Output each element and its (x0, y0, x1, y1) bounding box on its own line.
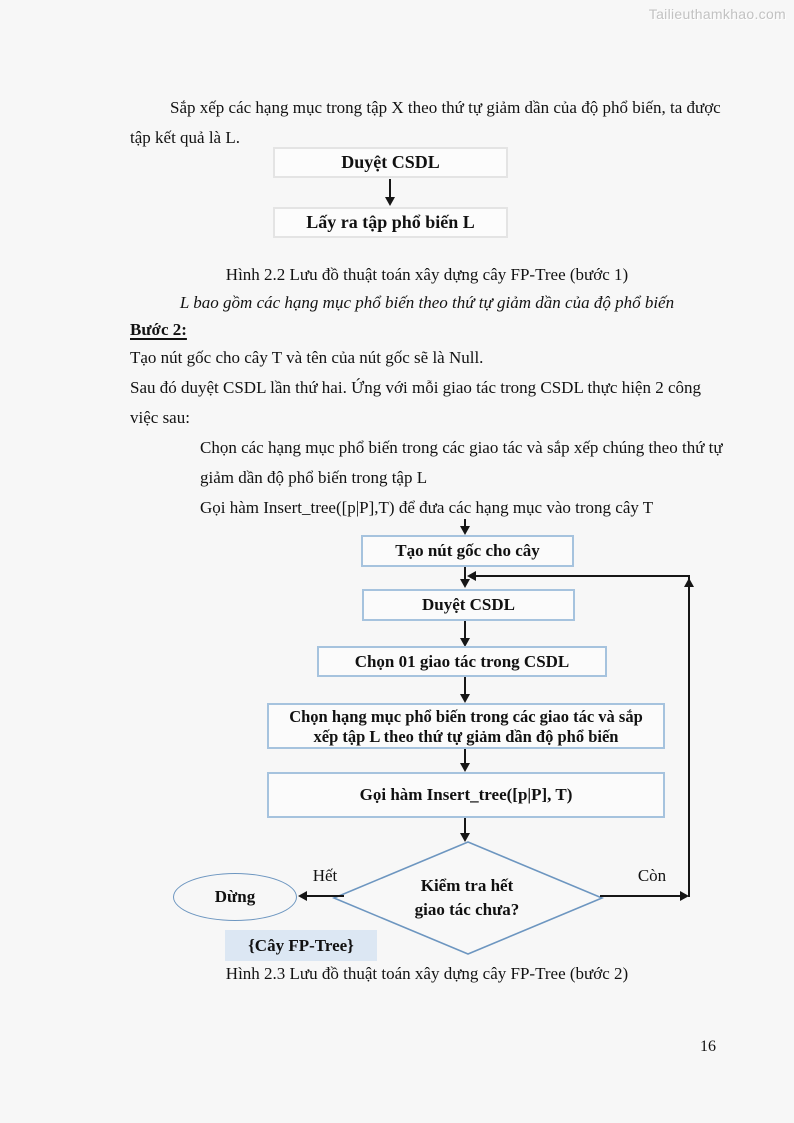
fig2-arrow2-line (464, 621, 466, 639)
fig2-box-scan-csdl: Duyệt CSDL (362, 589, 575, 621)
fig2-arrow3-down-icon (460, 694, 470, 703)
fig2-loop-top-line (475, 575, 690, 577)
fig2-left-arrow-icon (298, 891, 307, 901)
step2-heading: Bước 2: (130, 320, 187, 339)
figure1-note: L bao gồm các hạng mục phổ biến theo thứ tự giảm dần của độ phổ biến (179, 293, 675, 312)
fig1-arrow-down-icon (385, 197, 395, 206)
fig2-arrow4-down-icon (460, 763, 470, 772)
step2-item1-line-2: giảm dần độ phổ biến trong tập L (200, 468, 428, 487)
fig2-label-more: Còn (637, 866, 667, 885)
fig2-decision-text (376, 874, 558, 922)
step2-para-line-1: Sau đó duyệt CSDL lần thứ hai. Ứng với mỗi giao tác trong CSDL thực hiện 2 công (130, 378, 702, 397)
fig1-box-scan-csdl: Duyệt CSDL (273, 147, 508, 178)
fig1-arrow-line (389, 179, 391, 198)
fig2-result-label: {Cây FP-Tree} (225, 930, 377, 961)
fig1-box-get-frequent-set: Lấy ra tập phổ biến L (273, 207, 508, 238)
fig2-left-arrow-line (306, 895, 344, 897)
fig2-start-arrow-down-icon (460, 526, 470, 535)
step2-item1-line-1: Chọn các hạng mục phổ biến trong các giao tác và sắp xếp chúng theo thứ tự (200, 438, 723, 457)
watermark: Tailieuthamkhao.com (648, 6, 786, 22)
fig2-decision-line-1: Kiểm tra hết (420, 876, 514, 895)
fig2-box-sort-items (267, 703, 665, 749)
fig2-label-done: Hết (312, 866, 338, 885)
step2-line-1: Tạo nút gốc cho cây T và tên của nút gốc sẽ là Null. (130, 348, 484, 367)
fig2-box-insert-tree: Gọi hàm Insert_tree([p|P], T) (267, 772, 665, 818)
step2-para-line-2: việc sau: (130, 408, 190, 427)
fig2-loop-up-icon (684, 578, 694, 587)
fig2-decision-line-2: giao tác chưa? (414, 900, 520, 919)
fig2-right-arrow-line (600, 895, 681, 897)
intro-line-2: tập kết quả là L. (130, 128, 240, 147)
step2-item2: Gọi hàm Insert_tree([p|P],T) để đưa các hạng mục vào trong cây T (200, 498, 654, 517)
page-number: 16 (700, 1038, 716, 1055)
fig2-box-sort-line-1: Chọn hạng mục phổ biến trong các giao tác và sắp (289, 707, 643, 726)
fig2-right-arrow-icon (680, 891, 689, 901)
figure2-caption: Hình 2.3 Lưu đồ thuật toán xây dựng cây FP-Tree (bước 2) (225, 964, 629, 983)
intro-line-1: Sắp xếp các hạng mục trong tập X theo thứ tự giảm dần của độ phổ biến, ta được (170, 98, 721, 117)
fig2-box-sort-line-2: xếp tập L theo thứ tự giảm dần độ phổ biến (313, 727, 619, 746)
figure1-caption: Hình 2.2 Lưu đồ thuật toán xây dựng cây FP-Tree (bước 1) (225, 265, 629, 284)
fig2-loop-right-line (688, 575, 690, 897)
fig2-box-pick-transaction: Chọn 01 giao tác trong CSDL (317, 646, 607, 677)
fig2-terminator-stop: Dừng (173, 873, 297, 921)
fig2-box-create-root: Tạo nút gốc cho cây (361, 535, 574, 567)
